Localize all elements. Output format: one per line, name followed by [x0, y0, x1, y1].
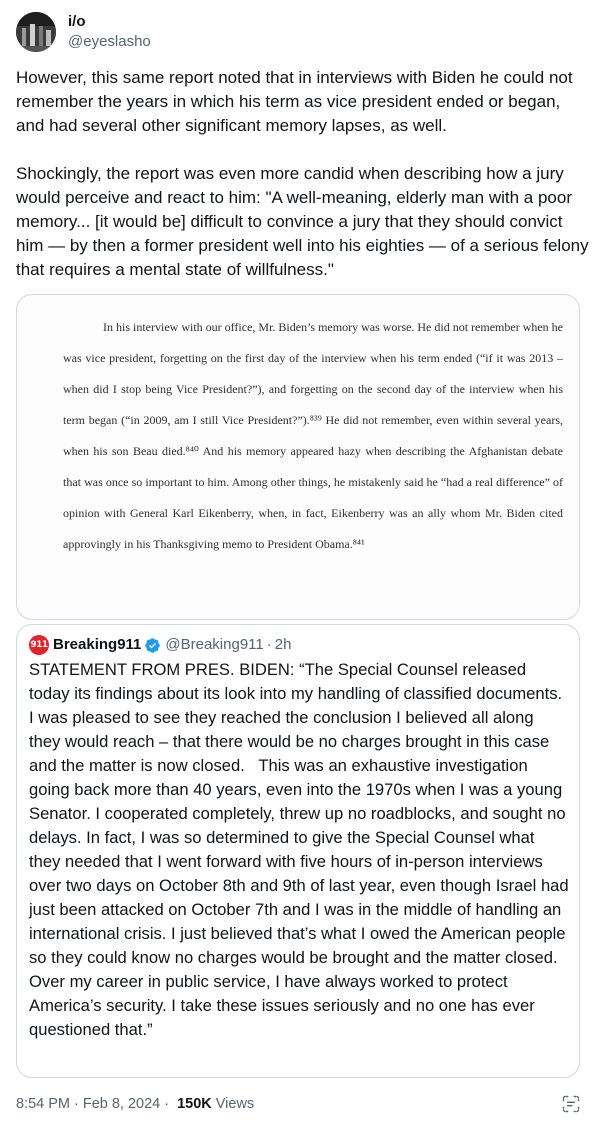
- analytics-icon[interactable]: [561, 1094, 581, 1114]
- tweet-time[interactable]: 8:54 PM: [16, 1096, 70, 1112]
- quoted-separator: ·: [266, 636, 272, 653]
- tweet-meta: [16, 1094, 254, 1114]
- quoted-avatar[interactable]: [29, 635, 49, 655]
- avatar-image: [16, 12, 56, 52]
- document-excerpt: [63, 312, 563, 560]
- views-label: Views: [215, 1096, 255, 1112]
- document-excerpt-text: In his interview with our office, Mr. Biden’s memory was worse. He did not remember when he was vice president, forgetting on the first day of the interview when his term ended (“if it was 2013 – when did I stop being Vice President?”), and forgetting on the second day of the interview when his term began (“in 2009, am I still Vice President?”).⁸³⁹ He did not remember, even within several years, when his son Beau died.⁸⁴⁰ And his memory appeared hazy when describing the Afghanistan debate that was once so important to him. Among other things, he mistakenly said he “had a real difference” of opinion with General Karl Eikenberry, when, in fact, Eikenberry was an ally whom Mr. Biden cited approvingly in his Thanksgiving memo to President Obama.⁸⁴¹: [63, 320, 564, 551]
- author-avatar[interactable]: [16, 12, 56, 52]
- attached-image[interactable]: [16, 294, 580, 620]
- views-count: 150K: [177, 1096, 212, 1112]
- tweet-text: [16, 66, 591, 282]
- quoted-tweet-text: STATEMENT FROM PRES. BIDEN: “The Special Counsel released today its findings about its look into my handling of classified documents. I was pleased to see they reached the conclusion I believed all along they would reach – that there would be no charges brought in this case and the matter is now closed. This was an exhaustive investigation going back more than 40 years, even into the 1970s when I was a young Senator. I cooperated completely, threw up no roadblocks, and sought no delays. In fact, I was so determined to give the Special Counsel what they needed that I went forward with five hours of in-person interviews over two days on October 8th and 9th of last year, even though Israel had just been attacked on October 7th and I was in the middle of handling an international crisis. I just believed that’s what I owed the American people so they could know no charges would be brought and the matter closed. Over my career in public service, I have always worked to protect America’s security. I take these issues seriously and no one has ever questioned that.”: [29, 660, 574, 1039]
- quoted-tweet-header: [29, 635, 291, 655]
- meta-separator: ·: [74, 1096, 79, 1112]
- tweet-paragraph: Shockingly, the report was even more candid when describing how a jury would perceive and react to him: "A well-meaning, elderly man with a poor memory... [it would be] difficult to convince a jury that they should convict him — by then a former president well into his eighties — of a serious felony that requires a mental state of willfulness.": [16, 164, 589, 279]
- meta-separator: ·: [164, 1096, 170, 1112]
- tweet-date[interactable]: Feb 8, 2024: [82, 1096, 161, 1112]
- quoted-display-name[interactable]: Breaking911: [53, 636, 142, 653]
- author-handle[interactable]: @eyeslasho: [68, 33, 151, 50]
- quoted-timestamp[interactable]: 2h: [274, 636, 292, 653]
- verified-badge-icon: [144, 637, 161, 654]
- tweet-paragraph: However, this same report noted that in interviews with Biden he could not remember the years in which his term as vice president ended or began, and had several other significant memory lapses, as well.: [16, 68, 573, 135]
- quoted-avatar-text: 911: [30, 640, 48, 650]
- quoted-tweet[interactable]: [16, 624, 580, 1078]
- quoted-handle[interactable]: @Breaking911: [165, 636, 264, 653]
- tweet-author[interactable]: [16, 10, 151, 54]
- author-display-name[interactable]: i/o: [68, 13, 86, 30]
